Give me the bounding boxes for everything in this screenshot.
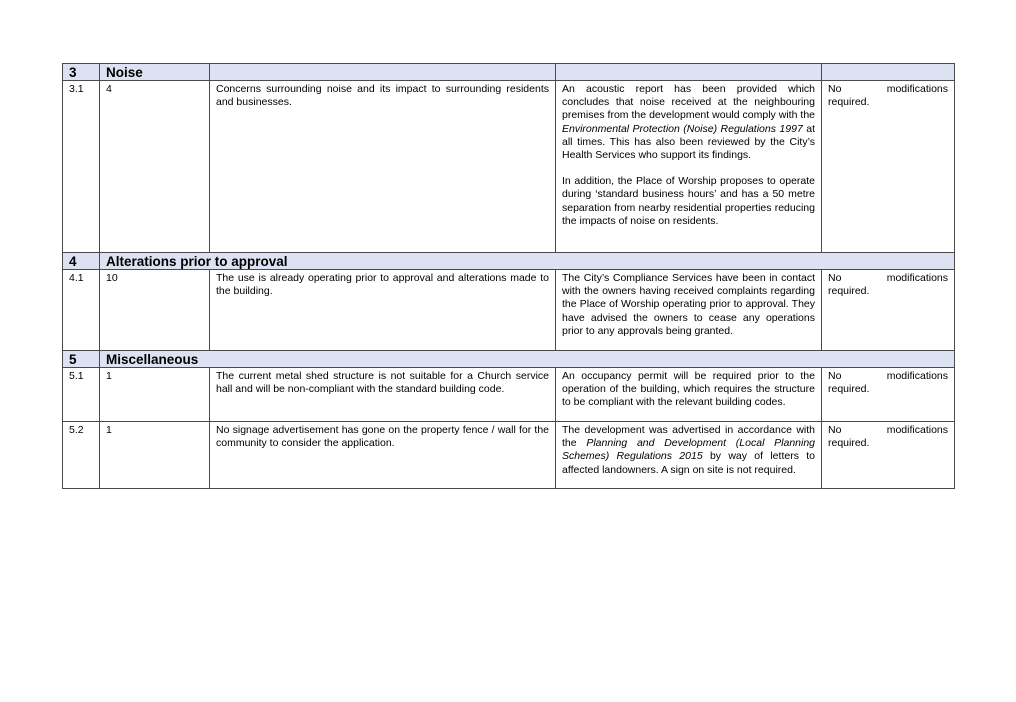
table-row	[63, 422, 955, 489]
section-number: 3	[63, 64, 100, 81]
row-response: The development was advertised in accordance with the Planning and Development (Local Planning Schemes) Regulations 2015 by way of letters to affected landowners. A sign on site is not required.	[556, 422, 822, 489]
legislation-title: Planning and Development (Local Planning Schemes) Regulations 2015	[562, 437, 816, 463]
row-concern: The current metal shed structure is not suitable for a Church service hall and will be non-compliant with the standard building code.	[210, 368, 556, 422]
row-modification: No modifications required.	[822, 368, 955, 422]
row-response: An occupancy permit will be required prior to the operation of the building, which requires the structure to be compliant with the relevant building codes.	[556, 368, 822, 422]
row-count: 10	[100, 270, 210, 351]
row-concern: Concerns surrounding noise and its impact to surrounding residents and businesses.	[210, 81, 556, 253]
row-count: 1	[100, 422, 210, 489]
row-modification: No modifications required.	[822, 422, 955, 489]
row-ref: 3.1	[63, 81, 100, 253]
row-concern: The use is already operating prior to approval and alterations made to the building.	[210, 270, 556, 351]
section-title: Noise	[100, 64, 210, 81]
submissions-table	[62, 63, 955, 489]
row-modification: No modifications required.	[822, 81, 955, 253]
section-header-alterations	[63, 253, 955, 270]
section-number: 5	[63, 351, 100, 368]
table-row	[63, 270, 955, 351]
section-title: Alterations prior to approval	[100, 253, 955, 270]
row-count: 1	[100, 368, 210, 422]
row-response: An acoustic report has been provided which concludes that noise received at the neighbouring premises from the development would comply with the Environmental Protection (Noise) Regulations 1997 at all times. This has also been reviewed by the City’s Health Services who support its findings. In addition, the Place of Worship proposes to operate during ‘standard business hours’ and has a 50 metre separation from nearby residential properties reducing the impacts of noise on residents.	[556, 81, 822, 253]
row-count: 4	[100, 81, 210, 253]
table-row	[63, 81, 955, 253]
section-title: Miscellaneous	[100, 351, 955, 368]
row-modification: No modifications required.	[822, 270, 955, 351]
section-header-miscellaneous	[63, 351, 955, 368]
row-ref: 5.2	[63, 422, 100, 489]
section-header-noise	[63, 64, 955, 81]
legislation-title: Environmental Protection (Noise) Regulations 1997	[562, 122, 803, 135]
section-number: 4	[63, 253, 100, 270]
row-ref: 4.1	[63, 270, 100, 351]
row-ref: 5.1	[63, 368, 100, 422]
row-concern: No signage advertisement has gone on the property fence / wall for the community to consider the application.	[210, 422, 556, 489]
row-response: The City’s Compliance Services have been in contact with the owners having received complaints regarding the Place of Worship operating prior to approval. They have advised the owners to cease any operations prior to any approvals being granted.	[556, 270, 822, 351]
table-row	[63, 368, 955, 422]
